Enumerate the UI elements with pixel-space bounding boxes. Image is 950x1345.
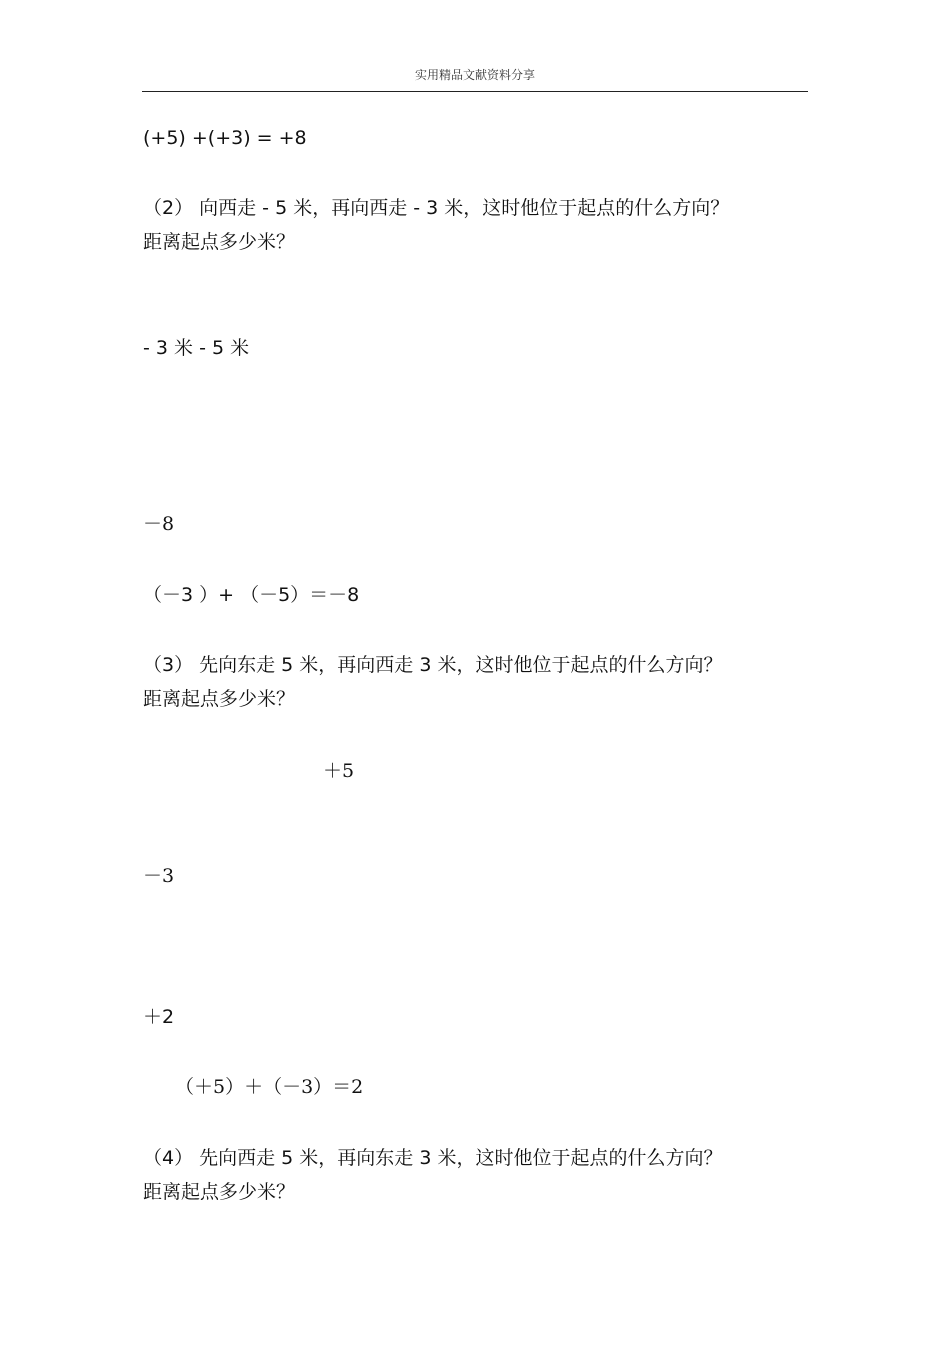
result-2: －8: [143, 513, 175, 535]
equation-1: (+5) +(+3) = +8: [143, 127, 307, 149]
header-rule: [142, 91, 808, 92]
question-2-line-1: （2） 向西走 - 5 米，再向西走 - 3 米，这时他位于起点的什么方向？: [143, 197, 730, 219]
question-3-line-1: （3） 先向东走 5 米，再向西走 3 米，这时他位于起点的什么方向？: [143, 654, 723, 676]
question-4-line-1: （4） 先向西走 5 米，再向东走 3 米，这时他位于起点的什么方向？: [143, 1147, 723, 1169]
result-3: ＋2: [143, 1006, 175, 1028]
question-4-line-2: 距离起点多少米？: [143, 1181, 296, 1203]
diagram-3-minus3-label: －3: [143, 865, 175, 887]
page-header: 实用精品文献资料分享: [414, 68, 535, 82]
equation-2: （－3 ）+ （－5）＝－8: [143, 584, 360, 606]
diagram-3-plus5-label: ＋5: [323, 760, 355, 782]
diagram-2-labels: - 3 米 - 5 米: [143, 337, 250, 359]
equation-3: （＋5）＋（－3）＝2: [175, 1076, 364, 1098]
question-2-line-2: 距离起点多少米？: [143, 231, 296, 253]
question-3-line-2: 距离起点多少米？: [143, 688, 296, 710]
